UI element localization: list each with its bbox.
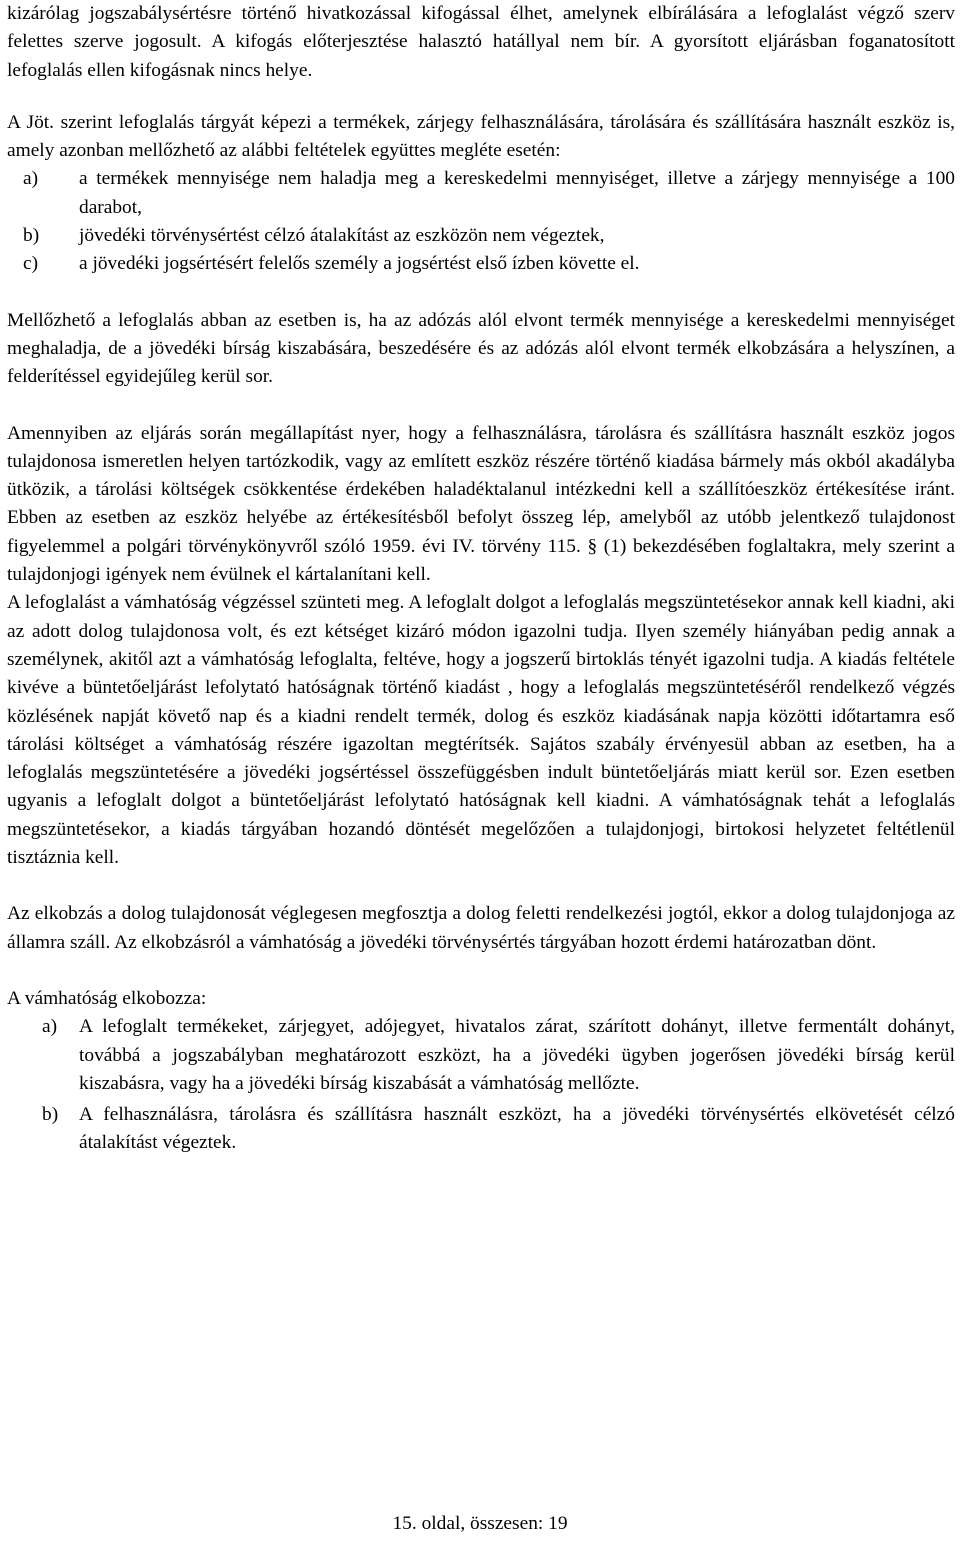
paragraph-elkobzas: Az elkobzás a dolog tulajdonosát véglegesen megfosztja a dolog feletti rendelkezési jogtól, ekkor a dolog tulajdonjoga az államra száll. Az elkobzásról a vámhatóság a jövedéki törvénysértés tárgyában hozott érdemi határozatban dönt. — [7, 903, 955, 953]
list-item-text: A lefoglalt termékeket, zárjegyet, adójegyet, hivatalos zárat, szárított dohányt, illetve fermentált dohányt, továbbá a jogszabályban meghatározott eszközt, ha a jövedéki ügyben jogerősen jövedéki bírság kerül kiszabásra, vagy ha a jövedéki bírság kiszabását a vámhatóság mellőzte. — [79, 1016, 955, 1094]
list-marker: a) — [42, 1016, 58, 1038]
list-item — [7, 1101, 955, 1158]
paragraph-jot: A Jöt. szerint lefoglalás tárgyát képezi a termékek, zárjegy felhasználására, tárolására és szállítására használt eszköz is, amely azonban mellőzhető az alábbi feltételek együttes megléte esetén: — [7, 111, 955, 162]
paragraph-elkobozza: A vámhatóság elkobozza: — [7, 987, 207, 1009]
list-marker: b) — [42, 1104, 59, 1126]
paragraph-intro: kizárólag jogszabálysértésre történő hivatkozással kifogással élhet, amelynek elbírálására a lefoglalást végző szerv felettes szerve jogosult. A kifogás előterjesztése halasztó hatállyal nem bír. A gyorsított eljárásban foganatosított lefoglalás ellen kifogásnak nincs helye. — [7, 3, 955, 81]
list-marker: b) — [23, 225, 40, 247]
list-item-text: jövedéki törvénysértést célzó átalakítást az eszközön nem végeztek, — [79, 225, 605, 247]
list-item-text: A felhasználásra, tárolásra és szállításra használt eszközt, ha a jövedéki törvénysértés elkövetését célzó átalakítást végeztek. — [79, 1104, 955, 1154]
conditions-list — [7, 165, 955, 278]
list-item — [7, 165, 955, 222]
page-footer: 15. oldal, összesen: 19 — [392, 1513, 568, 1534]
list-marker: c) — [23, 253, 39, 275]
list-item-text: a termékek mennyisége nem haladja meg a kereskedelmi mennyiséget, illetve a zárjegy mennyisége a 100 darabot, — [79, 168, 955, 218]
list-item — [7, 1013, 955, 1098]
list-item — [7, 222, 955, 250]
paragraph-amennyiben: Amennyiben az eljárás során megállapítást nyer, hogy a felhasználásra, tárolásra és szállításra használt eszköz jogos tulajdonosa ismeretlen helyen tartózkodik, vagy az említett eszköz részére történő kiadása bármely más okból akadályba ütközik, a tárolási költségek csökkentése érdekében haladéktalanul intézkedni kell a szállítóeszköz értékesítése iránt. Ebben az esetben az eszköz helyébe az értékesítésből befolyt összeg lép, amelyből az utóbb jelentkező tulajdonost figyelemmel a polgári törvénykönyvről szóló 1959. évi IV. törvény 115. § (1) bekezdésében foglaltakra, mely szerint a tulajdonjogi igények nem évülnek el kártalanítani kell. — [7, 422, 955, 586]
list-item-text: a jövedéki jogsértésért felelős személy a jogsértést első ízben követte el. — [79, 253, 640, 275]
confiscation-list — [7, 1013, 955, 1157]
paragraph-megszunteti: A lefoglalást a vámhatóság végzéssel szünteti meg. A lefoglalt dolgot a lefoglalás megszüntetésekor annak kell kiadni, aki az adott dolog tulajdonosa volt, és ezt kétséget kizáró módon igazolni tudja. Ilyen személy hiányában pedig annak a személynek, akitől azt a vámhatóság lefoglalta, feltéve, hogy a jogszerű birtoklás tényét igazolni tudja. A kiadás feltétele kivéve a büntetőeljárást lefolytató hatóságnak történő kiadást , hogy a lefoglalás megszüntetéséről rendelkező végzés közlésének napját követő nap és a kiadni rendelt termék, dolog és eszköz kiadásának napja közötti időtartamra eső tárolási költséget a vámhatóság részére igazoltan megtérítsék. Sajátos szabály érvényesül abban az esetben, ha a lefoglalás megszüntetésére a jövedéki jogsértéssel összefüggésben indult büntetőeljárás miatt kerül sor. Ezen esetben ugyanis a lefoglalt dolgot a büntetőeljárást lefolytató hatóságnak kell kiadni. A vámhatóságnak tehát a lefoglalás megszüntetésekor, a kiadás tárgyában hozandó döntését megelőzően a tulajdonjogi, birtokosi helyzetet feltétlenül tisztáznia kell. — [7, 592, 955, 869]
document-page — [7, 0, 955, 1158]
list-item — [7, 250, 955, 278]
paragraph-mellozheto: Mellőzhető a lefoglalás abban az esetben is, ha az adózás alól elvont termék mennyisége a kereskedelmi mennyiséget meghaladja, de a jövedéki bírság kiszabására, beszedésére és az adózás alól elvont termék elkobzására a helyszínen, a felderítéssel egyidejűleg kerül sor. — [7, 309, 955, 388]
list-marker: a) — [23, 168, 39, 190]
